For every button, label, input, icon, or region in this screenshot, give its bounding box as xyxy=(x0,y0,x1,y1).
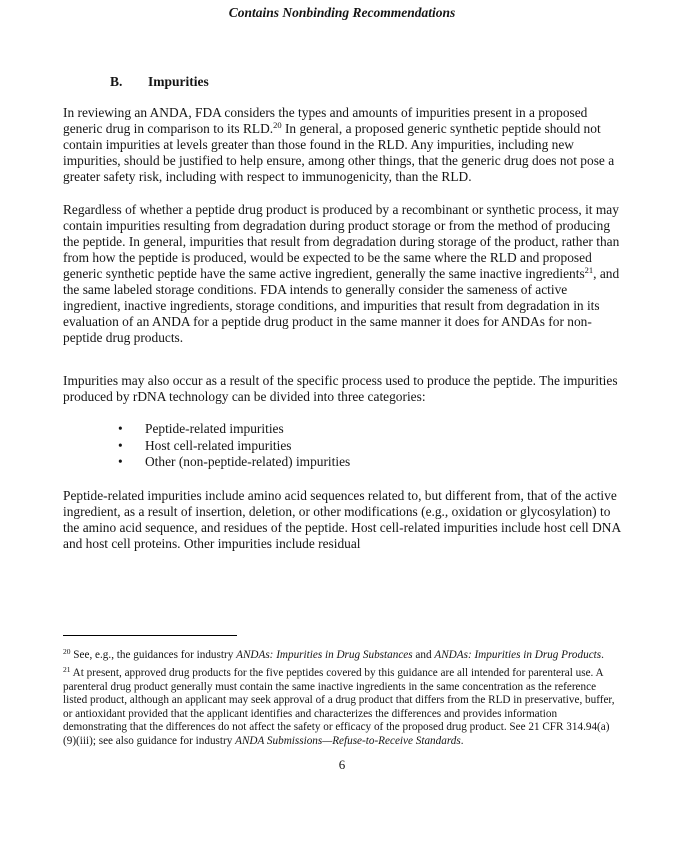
footnote-ref-21: 21 xyxy=(584,265,594,275)
footnote-21 xyxy=(63,667,621,748)
bullet-icon: • xyxy=(118,437,123,453)
paragraph-text: In general, a proposed generic synthetic peptide should not contain impurities at levels greater than those found in the RLD. Any impurities, including new impurities, should be justified to help ensure, among other things, that the generic drug does not pose a greater safety risk, including with respect to immunogenicity, than the RLD. xyxy=(63,121,615,184)
paragraph-rdna-categories: Impurities may also occur as a result of the specific process used to produce the peptide. The impurities produced by rDNA technology can be divided into three categories: xyxy=(63,373,618,404)
impurity-categories-list xyxy=(63,421,621,471)
bullet-icon: • xyxy=(118,421,123,436)
footnote-marker-20: 20 xyxy=(63,646,71,656)
section-title: Impurities xyxy=(148,74,209,89)
guidance-title: ANDA Submissions—Refuse-to-Receive Standards xyxy=(235,734,461,747)
list-item xyxy=(63,438,621,455)
section-letter: B. xyxy=(110,74,123,89)
guidance-title: ANDAs: Impurities in Drug Products xyxy=(434,648,602,661)
footnotes-block xyxy=(63,646,621,749)
footnote-text: At present, approved drug products for the five peptides covered by this guidance are all intended for parenteral use. A parenteral drug product generally must contain the same inactive ingredients in the same concentration as the reference listed product, although an applicant may seek approval of a drug product that differs from the RLD in preservative, buffer, or antioxidant provided that the applicant identifies and characterizes the differences and provides information demonstrating that the differences do not affect the safety or efficacy of the proposed drug product. See 21 CFR 314.94(a)(9)(iii); see also guidance for industry xyxy=(63,667,615,747)
paragraph-degradation-sameness xyxy=(63,202,621,346)
footnote-marker-21: 21 xyxy=(63,665,71,674)
list-item xyxy=(63,454,621,471)
paragraph-impurities-overview xyxy=(63,105,621,185)
paragraph-peptide-related-impurities: Peptide-related impurities include amino acid sequences related to, but different from, that of the active ingredient, as a result of insertion, deletion, or other modifications (e.g., oxidation or glycosylation) to the amino acid sequence, and residues of the peptide. Host cell-related impurities include host cell DNA and host cell proteins. Other impurities include residual xyxy=(63,487,621,551)
list-item-label: Other (non-peptide-related) impurities xyxy=(145,454,351,469)
footnote-text: . xyxy=(601,648,604,661)
paragraph-text: , and the same labeled storage conditions. FDA intends to generally consider the sameness of active ingredient, inactive ingredients, storage conditions, and impurities that result from degradation in its evaluation of an ANDA for a peptide drug product in the same manner it does for ANDAs for non-peptide drug products. xyxy=(63,266,620,345)
list-item xyxy=(63,421,621,438)
footnote-ref-20: 20 xyxy=(273,120,282,130)
footnote-separator xyxy=(63,635,237,636)
section-heading xyxy=(63,74,621,90)
footnote-20 xyxy=(63,646,621,663)
bullet-icon: • xyxy=(118,454,123,469)
guidance-title: ANDAs: Impurities in Drug Substances xyxy=(236,648,413,661)
list-item-label: Host cell-related impurities xyxy=(145,437,292,453)
footnote-text: See, e.g., the guidances for industry xyxy=(70,648,237,661)
footnote-text: . xyxy=(460,734,464,747)
paragraph-text: Regardless of whether a peptide drug product is produced by a recombinant or synthetic process, it may contain impurities resulting from degradation during product storage or from the method of producing the peptide. In general, impurities that result from degradation during storage of the product, rather than from how the peptide is produced, would be expected to be the same where the RLD and proposed generic synthetic peptide have the same active ingredient, generally the same inactive ingredients xyxy=(63,202,620,281)
running-header: Contains Nonbinding Recommendations xyxy=(228,5,456,20)
footnote-text: and xyxy=(412,648,435,661)
paragraph-text: In reviewing an ANDA, FDA considers the types and amounts of impurities present in a proposed generic drug in comparison to its RLD. xyxy=(63,105,588,136)
page-number: 6 xyxy=(338,757,346,772)
list-item-label: Peptide-related impurities xyxy=(145,421,284,436)
